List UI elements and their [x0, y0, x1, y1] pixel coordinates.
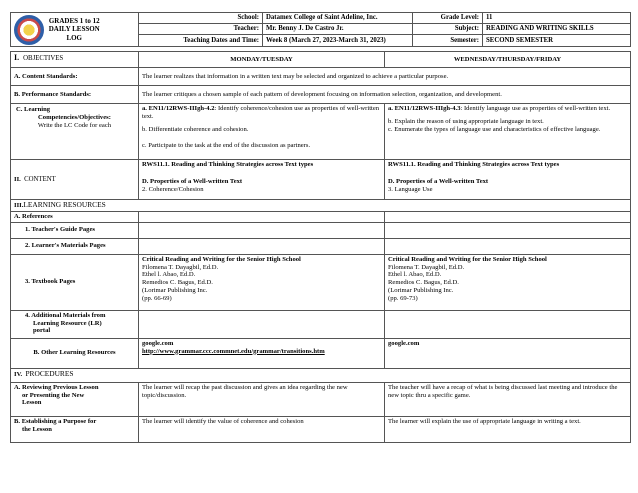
- performance-standards-text: The learner critiques a chosen sample of each pattern of development focusing on information selection, organization, and development.: [139, 86, 631, 104]
- content-mon-tue: RWS11.1. Reading and Thinking Strategies across Text types D. Properties of a Well-written Text 2. Coherence/Cohesion: [139, 160, 385, 200]
- content-standards-label: A. Content Standards:: [11, 68, 139, 86]
- grade-value: 11: [483, 13, 631, 24]
- dll-title: GRADES 1 to 12 DAILY LESSON LOG: [48, 16, 100, 42]
- subject-value: READING AND WRITING SKILLS: [483, 24, 631, 35]
- col-header-mon-tue: MONDAY/TUESDAY: [139, 52, 385, 68]
- additional-materials-label: 4. Additional Materials from Learning Resource (LR) portal: [11, 310, 139, 338]
- grade-label: Grade Level:: [413, 13, 483, 24]
- daily-lesson-log: [10, 12, 630, 443]
- header-table: [10, 12, 631, 47]
- resources-section-title: III.LEARNING RESOURCES: [11, 200, 631, 212]
- other-resources-wed-fri: google.com: [385, 338, 631, 368]
- content-standards-text: The learner realizes that information in a written text may be selected and organized to achieve a particular purpose.: [139, 68, 631, 86]
- textbook-pages-label: 3. Textbook Pages: [11, 254, 139, 310]
- purpose-label: B. Establishing a Purpose for the Lesson: [11, 416, 139, 442]
- semester-value: SECOND SEMESTER: [483, 35, 631, 47]
- teachers-guide-mon-tue: [139, 222, 385, 238]
- references-wed-fri: [385, 212, 631, 223]
- textbook-pages-wed-fri: Critical Reading and Writing for the Senior High School Filomena T. Dayagbil, Ed.D. Ethel l. Abao, Ed.D. Remedios C. Bagus, Ed.D. (Lorimar Publishing Inc. (pp. 69-73): [385, 254, 631, 310]
- competencies-label: C. Learning Competencies/Objectives: Write the LC Code for each: [11, 104, 139, 160]
- school-label: School:: [139, 13, 263, 24]
- reviewing-lesson-mon-tue: The learner will recap the past discussion and gives an idea regarding the new topic/discussion.: [139, 382, 385, 416]
- content-section-title: II. CONTENT: [11, 160, 139, 200]
- additional-materials-wed-fri: [385, 310, 631, 338]
- purpose-mon-tue: The learner will identify the value of coherence and cohesion: [139, 416, 385, 442]
- lesson-table: [10, 51, 631, 443]
- competencies-wed-fri: a. EN11/12RWS-IIIgh-4.3: Identify language use as properties of well-written text. b. Explain the reason of using appropriate language in text. c. Enumerate the types of language use and characteristics of effective language.: [385, 104, 631, 160]
- teachers-guide-label: 1. Teacher's Guide Pages: [11, 222, 139, 238]
- transitions-link[interactable]: http://www.grammar.ccc.commnet.edu/grammar/transitions.htm: [142, 347, 325, 355]
- logo-cell: [11, 13, 139, 47]
- other-resources-mon-tue: google.com http://www.grammar.ccc.commnet.edu/grammar/transitions.htm: [139, 338, 385, 368]
- objectives-section-title: I. OBJECTIVES: [11, 52, 139, 68]
- competencies-mon-tue: a. EN11/12RWS-IIIgh-4.2: Identify coherence/cohesion use as properties of well-written text. b. Differentiate coherence and cohesion. c. Participate to the task at the end of the discussion as partners.: [139, 104, 385, 160]
- learners-materials-label: 2. Learner's Materials Pages: [11, 238, 139, 254]
- references-label: A. References: [11, 212, 139, 223]
- col-header-wed-fri: WEDNESDAY/THURSDAY/FRIDAY: [385, 52, 631, 68]
- teachers-guide-wed-fri: [385, 222, 631, 238]
- deped-seal-icon: [14, 15, 44, 45]
- subject-label: Subject:: [413, 24, 483, 35]
- performance-standards-label: B. Performance Standards:: [11, 86, 139, 104]
- dates-label: Teaching Dates and Time:: [139, 35, 263, 47]
- references-mon-tue: [139, 212, 385, 223]
- teacher-value: Mr. Benny J. De Castro Jr.: [263, 24, 413, 35]
- semester-label: Semester:: [413, 35, 483, 47]
- school-value: Datamex College of Saint Adeline, Inc.: [263, 13, 413, 24]
- additional-materials-mon-tue: [139, 310, 385, 338]
- procedures-section-title: IV. PROCEDURES: [11, 368, 631, 382]
- reviewing-lesson-wed-fri: The teacher will have a recap of what is being discussed last meeting and introduce the new topic thru a specific game.: [385, 382, 631, 416]
- reviewing-lesson-label: A. Reviewing Previous Lesson or Presenting the New Lesson: [11, 382, 139, 416]
- other-resources-label: B. Other Learning Resources: [11, 338, 139, 368]
- dates-value: Week 8 (March 27, 2023-March 31, 2023): [263, 35, 413, 47]
- learners-materials-mon-tue: [139, 238, 385, 254]
- teacher-label: Teacher:: [139, 24, 263, 35]
- purpose-wed-fri: The learner will explain the use of appropriate language in writing a text.: [385, 416, 631, 442]
- textbook-pages-mon-tue: Critical Reading and Writing for the Senior High School Filomena T. Dayagbil, Ed.D. Ethel l. Abao, Ed.D. Remedios C. Bagus, Ed.D. (Lorimar Publishing Inc. (pp. 66-69): [139, 254, 385, 310]
- learners-materials-wed-fri: [385, 238, 631, 254]
- content-wed-fri: RWS11.1. Reading and Thinking Strategies across Text types D. Properties of a Well-written Text 3. Language Use: [385, 160, 631, 200]
